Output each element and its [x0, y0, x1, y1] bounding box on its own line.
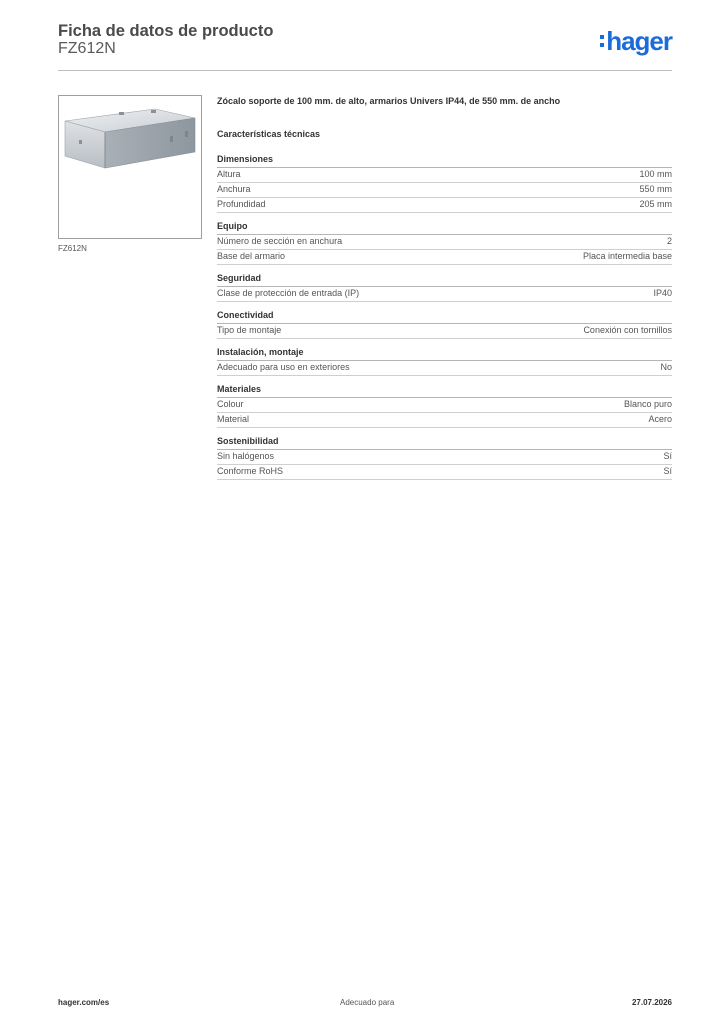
page-header — [58, 20, 672, 71]
product-code: FZ612N — [58, 40, 116, 57]
document-title: Ficha de datos de producto — [58, 22, 274, 40]
section-equipo — [217, 221, 672, 265]
product-illustration-icon — [59, 96, 201, 238]
spec-value: Conexión con tornillos — [583, 325, 672, 335]
spec-label: Profundidad — [217, 199, 266, 209]
spec-value: 550 mm — [639, 184, 672, 194]
spec-row — [217, 361, 672, 376]
product-details — [217, 96, 672, 488]
spec-row — [217, 198, 672, 213]
logo-dots-icon — [600, 35, 604, 47]
technical-characteristics-heading: Características técnicas — [217, 129, 321, 139]
spec-row — [217, 465, 672, 480]
website-link[interactable]: hager.com/es — [58, 998, 110, 1007]
spec-value: Acero — [648, 414, 672, 424]
spec-label: Sin halógenos — [217, 451, 275, 461]
spec-label: Número de sección en anchura — [217, 236, 343, 246]
spec-label: Clase de protección de entrada (IP) — [217, 288, 360, 298]
spec-row — [217, 250, 672, 265]
spec-row — [217, 168, 672, 183]
spec-label: Altura — [217, 169, 241, 179]
spec-value: 205 mm — [639, 199, 672, 209]
section-sostenibilidad — [217, 436, 672, 480]
spec-label: Base del armario — [217, 251, 286, 261]
spec-value: Sí — [663, 451, 672, 461]
spec-value: Placa intermedia base — [582, 251, 672, 261]
spec-row — [217, 413, 672, 428]
spec-row — [217, 235, 672, 250]
section-seguridad — [217, 273, 672, 302]
section-materiales — [217, 384, 672, 428]
section-title: Seguridad — [217, 273, 672, 287]
section-title: Conectividad — [217, 310, 672, 324]
section-title: Sostenibilidad — [217, 436, 672, 450]
logo-text: hager — [606, 26, 672, 56]
section-title: Equipo — [217, 221, 672, 235]
spec-row — [217, 324, 672, 339]
spec-label: Tipo de montaje — [217, 325, 282, 335]
section-conectividad — [217, 310, 672, 339]
hager-logo[interactable] — [600, 26, 672, 56]
product-image — [58, 95, 202, 239]
spec-row — [217, 398, 672, 413]
section-title: Materiales — [217, 384, 672, 398]
spec-row — [217, 183, 672, 198]
spec-row — [217, 450, 672, 465]
section-title: Dimensiones — [217, 154, 672, 168]
section-title: Instalación, montaje — [217, 347, 672, 361]
footer-note: Adecuado para — [340, 998, 395, 1007]
section-dimensiones — [217, 154, 672, 213]
spec-value: Sí — [663, 466, 672, 476]
spec-value: IP40 — [653, 288, 672, 298]
spec-label: Adecuado para uso en exteriores — [217, 362, 350, 372]
document-date: 27.07.2026 — [631, 998, 672, 1007]
spec-label: Colour — [217, 399, 244, 409]
spec-value: Blanco puro — [623, 399, 672, 409]
spec-value: 2 — [666, 236, 672, 246]
spec-label: Conforme RoHS — [217, 466, 284, 476]
product-description: Zócalo soporte de 100 mm. de alto, armarios Univers IP44, de 550 mm. de ancho — [217, 96, 561, 106]
spec-value: No — [660, 362, 672, 372]
section-instalacion-montaje — [217, 347, 672, 376]
spec-value: 100 mm — [639, 169, 672, 179]
spec-row — [217, 287, 672, 302]
spec-label: Material — [217, 414, 250, 424]
product-image-caption: FZ612N — [58, 244, 87, 253]
spec-label: Anchura — [217, 184, 251, 194]
